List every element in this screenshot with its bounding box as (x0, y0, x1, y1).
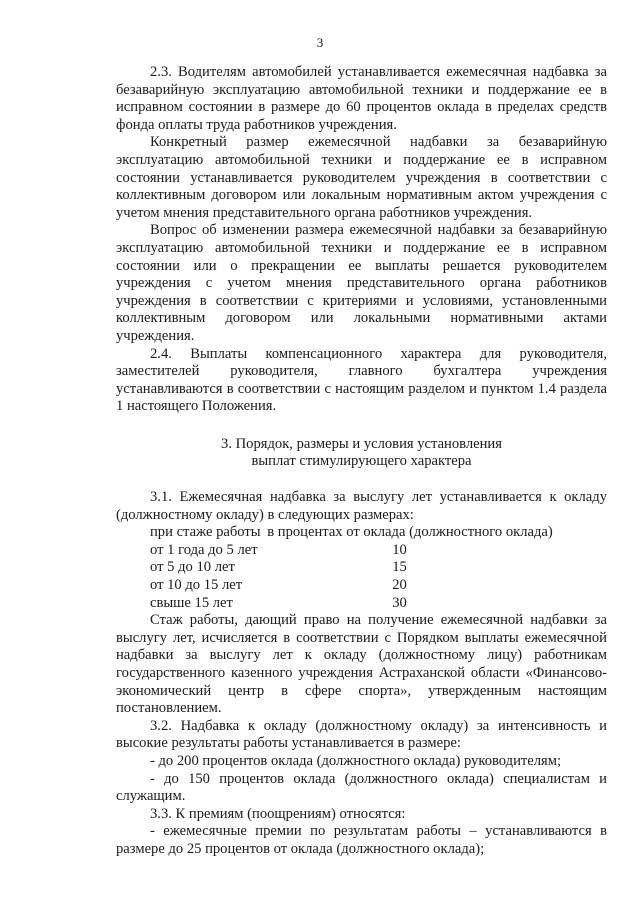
paragraph-2-4: 2.4. Выплаты компенсационного характера для руководителя, заместителей руководителя, главного бухгалтера учреждения устанавливаются в соответствии с настоящим разделом и пунктом 1.4 раздела 1 настоящего Положения. (116, 345, 607, 415)
schedule-header-period: при стаже работы (150, 524, 261, 541)
paragraph-3-3: 3.3. К премиям (поощрениям) относятся: (150, 805, 406, 822)
page-number: 3 (316, 35, 324, 50)
list-item-monthly-bonus: - ежемесячные премии по результатам работы – устанавливаются в размере до 25 процентов от оклада (должностного оклада); (116, 823, 607, 857)
schedule-percent: 10 (392, 541, 407, 558)
schedule-row (150, 577, 607, 595)
schedule-percent: 30 (392, 594, 407, 611)
document-body (116, 64, 607, 859)
seniority-schedule-table (150, 524, 607, 612)
section-heading-line1: 3. Порядок, размеры и условия установления (221, 435, 502, 452)
paragraph-2-3-size: Конкретный размер ежемесячной надбавки за безаварийную эксплуатацию автомобильной техники и поддержание ее в исправном состоянии устанавливается руководителем учреждения в соответствии с коллективным договором или локальным нормативным актом учреждения с учетом мнения представительного органа работников учреждения. (116, 134, 607, 221)
list-item-managers: - до 200 процентов оклада (должностного оклада) руководителям; (150, 752, 562, 769)
schedule-period: от 1 года до 5 лет (150, 541, 258, 558)
schedule-percent: 20 (392, 577, 407, 594)
paragraph-3-1: 3.1. Ежемесячная надбавка за выслугу лет устанавливается к окладу (должностному окладу) в следующих размерах: (116, 489, 607, 523)
paragraph-3-2: 3.2. Надбавка к окладу (должностному окладу) за интенсивность и высокие результаты работы устанавливается в размере: (116, 717, 607, 752)
schedule-period: свыше 15 лет (150, 594, 233, 611)
schedule-row (150, 559, 607, 577)
paragraph-2-3: 2.3. Водителям автомобилей устанавливается ежемесячная надбавка за безаварийную эксплуатацию автомобильной техники и поддержание ее в исправном состоянии в размере до 60 процентов оклада в пределах средств фонда оплаты труда работников учреждения. (116, 64, 607, 133)
schedule-row (150, 542, 607, 560)
section-3-heading (116, 436, 607, 471)
paragraph-2-3-change: Вопрос об изменении размера ежемесячной надбавки за безаварийную эксплуатацию автомобильной техники и поддержание ее в исправном состоянии или о прекращении ее выплаты решается руководителем учреждения с учетом мнения представительного органа работников учреждения в соответствии с критериями и условиями, установленными коллективным договором или локальными нормативными актами учреждения. (116, 222, 607, 344)
schedule-period: от 10 до 15 лет (150, 577, 243, 594)
schedule-header-percent: в процентах от оклада (должностного оклада) (267, 524, 553, 541)
schedule-row (150, 595, 607, 613)
paragraph-seniority-calc: Стаж работы, дающий право на получение ежемесячной надбавки за выслугу лет, исчисляется в соответствии с Порядком выплаты ежемесячной надбавки за выслугу лет к окладу (должностному лицу) работникам государственного казенного учреждения Астраханской области «Финансово-экономический центр в сфере спорта», утвержденным настоящим постановлением. (116, 612, 607, 717)
schedule-header-row (150, 524, 607, 542)
list-item-specialists: - до 150 процентов оклада (должностного оклада) специалистам и служащим. (116, 770, 607, 805)
section-heading-line2: выплат стимулирующего характера (251, 453, 472, 470)
schedule-period: от 5 до 10 лет (150, 559, 235, 576)
schedule-percent: 15 (392, 559, 407, 576)
